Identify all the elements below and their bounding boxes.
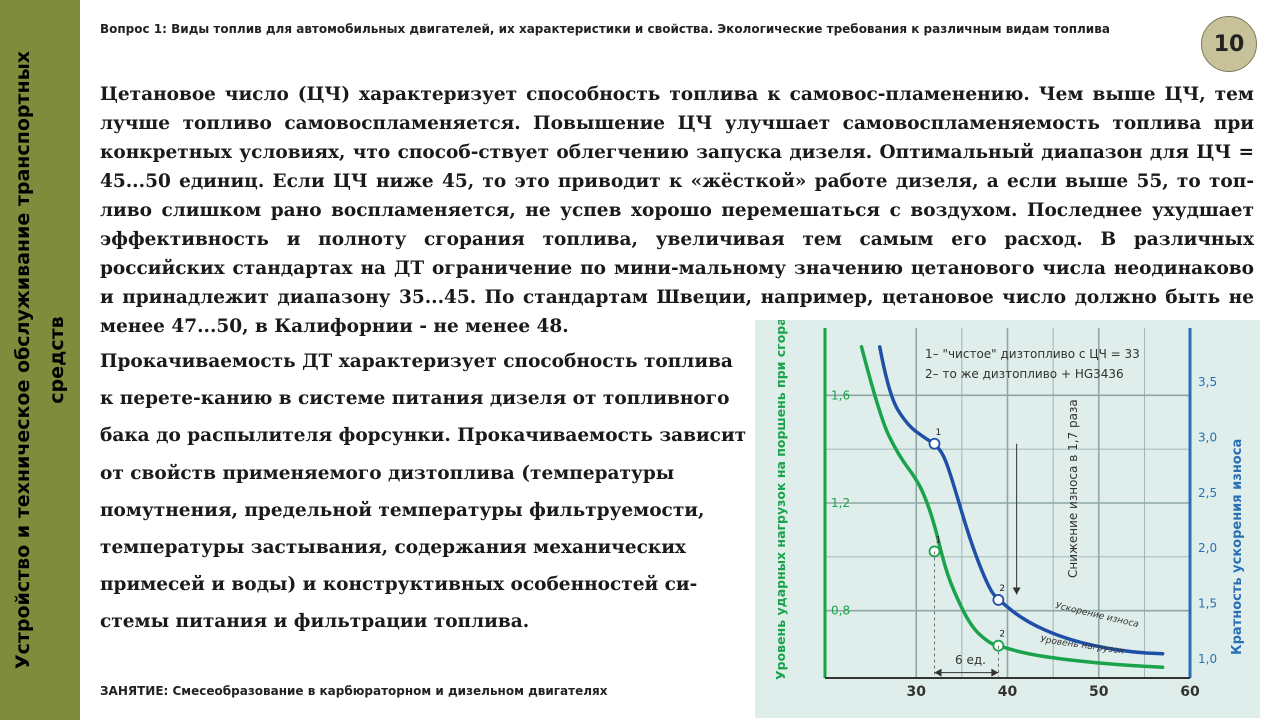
chart-svg: [755, 320, 1260, 718]
units-annotation: 6 ед.: [955, 653, 986, 667]
sidebar-title-line2: средств: [46, 316, 68, 404]
data-point-label: 2: [999, 583, 1006, 594]
x-tick-label: 40: [997, 684, 1018, 700]
y2-tick-label: 3,5: [1198, 374, 1218, 389]
y-tick-label: 1,6: [831, 388, 851, 403]
data-point-label: 1: [935, 427, 942, 438]
y2-tick-label: 2,0: [1198, 541, 1218, 556]
x-tick-label: 60: [1180, 684, 1200, 700]
y2-tick-label: 3,0: [1198, 430, 1218, 445]
blue-curve-label: Ускорение износа: [1054, 601, 1140, 631]
data-point-label: 2: [999, 629, 1006, 640]
cetane-paragraph: Цетановое число (ЦЧ) характеризует способность топлива к самовос-пламенению. Чем выше ЦЧ, тем лучше топливо самовоспламеняется. Повышение ЦЧ улучшает самовоспламеняемость топлива при конкретных условиях, что способ-ствует облегчению запуска дизеля. Оптимальный диапазон для ЦЧ = 45...50 единиц. Если ЦЧ ниже 45, то это приводит к «жёсткой» работе дизеля, а если выше 55, то топ-ливо слишком рано воспламеняется, не успев хорошо перемешаться с воздухом. Последнее ухудшает эффективность и полноту сгорания топлива, увеличивая тем самым его расход. В различных российских стандартах на ДТ ограничение по мини-мальному значению цетанового числа неодинаково и принадлежит диапазону 35...45. По стандартам Швеции, например, цетановое число должно быть не менее 47...50, в Калифорнии - не менее 48.: [100, 84, 1254, 337]
lesson-footer: ЗАНЯТИЕ: Смесеобразование в карбюраторном и дизельном двигателях: [100, 684, 608, 698]
chart-legend: [925, 347, 1140, 381]
sidebar: [0, 0, 80, 720]
x-tick-label: 50: [1089, 684, 1109, 700]
units-arrowhead-right: [991, 669, 998, 677]
sidebar-title: [6, 30, 74, 690]
question-header: Вопрос 1: Виды топлив для автомобильных двигателей, их характеристики и свойства. Экологические требования к различным видам топлива: [100, 22, 1110, 36]
y-axis-label: Уровень ударных нагрузок на поршень при сгорании (МПа / град ПКВ): [773, 320, 788, 680]
y2-tick-label: 2,5: [1198, 485, 1218, 500]
green-curve-label: Уровень нагрузок: [1039, 635, 1125, 657]
sidebar-title-line1: Устройство и техническое обслуживание транспортных: [12, 50, 34, 670]
legend-entry-1: 1– "чистое" дизтопливо с ЦЧ = 33: [925, 347, 1140, 361]
y2-tick-label: 1,5: [1198, 596, 1218, 611]
x-tick-label: 30: [906, 684, 926, 700]
legend-entry-2: 2– то же дизтопливо + HG3436: [925, 367, 1124, 381]
y2-tick-label: 1,0: [1198, 652, 1218, 667]
units-arrowhead-left: [935, 669, 942, 677]
y-tick-label: 0,8: [831, 603, 851, 618]
wear-reduction-annotation: Снижение износа в 1,7 раза: [1066, 399, 1080, 578]
blue-series-line: [880, 347, 1163, 654]
y-tick-label: 1,2: [831, 496, 851, 510]
page-number-badge: 10: [1201, 16, 1257, 72]
data-point-marker: [930, 439, 940, 449]
data-point-marker: [993, 595, 1003, 605]
pumpability-paragraph: Прокачиваемость ДТ характеризует способность топлива к перете-канию в системе питания дизеля от топливного бака до распылителя форсунки. Прокачиваемость зависит от свойств применяемого дизтоплива (температуры помутнения, предельной температуры фильтруемости, температуры застывания, содержания механических примесей и воды) и конструктивных особенностей си-стемы питания и фильтрации топлива.: [100, 351, 747, 633]
data-point-label: 1: [935, 535, 942, 546]
chart-axes: [825, 328, 1217, 700]
wear-reduction-arrowhead: [1013, 588, 1021, 595]
wear-chart: [755, 320, 1260, 718]
y2-axis-label: Кратность ускорения износа: [1230, 438, 1245, 655]
